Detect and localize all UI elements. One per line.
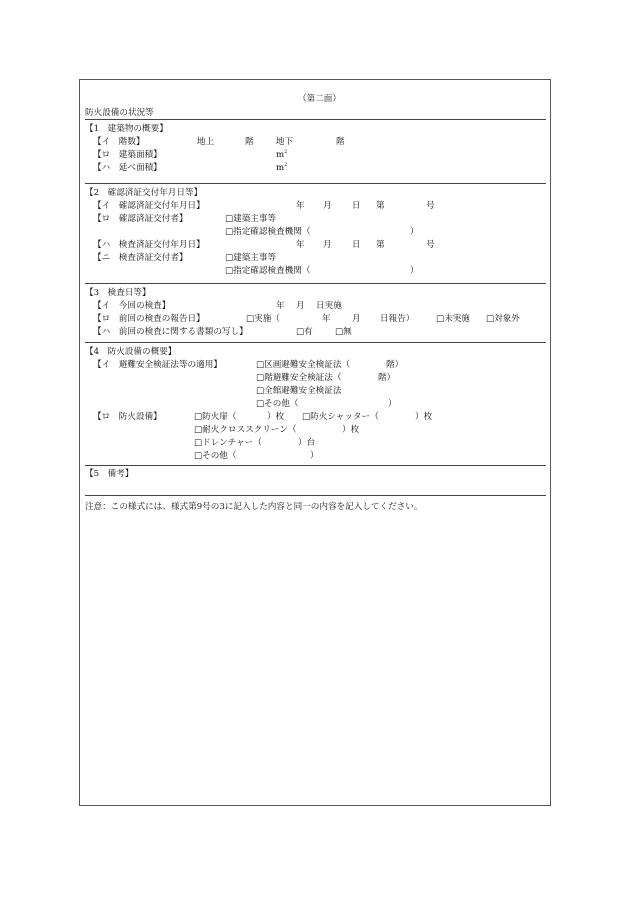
s2-inspect-no: 第: [376, 240, 385, 250]
section-2-heading: 【2 確認済証交付年月日等】: [85, 188, 203, 198]
s2-inspect-date-label: 【ハ 検査済証交付年月日】: [93, 240, 205, 250]
s3-prev-report-exempt[interactable]: □対象外: [486, 314, 520, 324]
s2-inspect-year: 年: [296, 240, 305, 250]
s4-drencher-unit: ）台: [298, 438, 316, 448]
s2-confirm-issuer-official[interactable]: □建築主事等: [225, 214, 277, 224]
s3-prev-docs-yes[interactable]: □有: [296, 327, 313, 337]
s2-confirm-go: 号: [426, 201, 435, 211]
section-5-heading: 【5 備考】: [85, 469, 134, 479]
s2-inspect-issuer-agency[interactable]: □指定確認検査機関（: [225, 266, 311, 276]
s4-evac-floor-close: 階）: [378, 373, 396, 383]
divider: [85, 342, 546, 343]
s1-floor-unit-1: 階: [245, 137, 254, 147]
s4-drencher[interactable]: □ドレンチャー（: [194, 438, 262, 448]
s4-evac-compartment-close: 階）: [386, 360, 404, 370]
s4-evac-other[interactable]: □その他（: [256, 399, 299, 409]
s1-below-ground: 地下: [276, 137, 294, 147]
s4-evacuation-label: 【イ 避難安全検証法等の適用】: [93, 360, 222, 370]
s3-prev-report-label: 【ロ 前回の検査の報告日】: [93, 314, 205, 324]
s3-prev-report-not-done[interactable]: □未実施: [436, 314, 470, 324]
s4-fire-door[interactable]: □防火扉（: [194, 412, 237, 422]
divider: [85, 495, 546, 496]
s3-prev-docs-label: 【ハ 前回の検査に関する書類の写し】: [93, 327, 248, 337]
s3-prev-docs-no[interactable]: □無: [335, 327, 352, 337]
s4-fire-shutter-unit: ）枚: [415, 412, 433, 422]
s2-confirm-no: 第: [376, 201, 385, 211]
s4-other[interactable]: □その他（: [194, 451, 237, 461]
s4-fire-door-unit: ）枚: [267, 412, 285, 422]
s4-evac-whole[interactable]: □全館避難安全検証法: [256, 386, 342, 396]
s4-evac-floor[interactable]: □階避難安全検証法（: [256, 373, 342, 383]
s1-floor-area-unit: $m^2$: [276, 162, 288, 173]
s3-prev-report-done[interactable]: □実施（: [246, 314, 280, 324]
s2-confirm-day: 日: [352, 201, 361, 211]
s4-cross-screen-unit: ）枚: [342, 425, 360, 435]
s2-inspect-issuer-official[interactable]: □建築主事等: [225, 253, 277, 263]
s4-fire-shutter[interactable]: □防火シャッター（: [302, 412, 379, 422]
s1-floors-label: 【イ 階数】: [93, 137, 145, 147]
s4-other-close: ）: [310, 451, 319, 461]
s1-floor-unit-2: 階: [336, 137, 345, 147]
s2-confirm-issuer-close: ）: [410, 227, 419, 237]
s4-cross-screen[interactable]: □耐火クロススクリーン（: [194, 425, 297, 435]
section-1-heading: 【1 建築物の概要】: [85, 124, 168, 134]
s2-inspect-issuer-close: ）: [410, 266, 419, 276]
s3-current-day: 日実施: [316, 301, 342, 311]
s3-current-inspection-label: 【イ 今回の検査】: [93, 301, 171, 311]
s2-inspect-day: 日: [352, 240, 361, 250]
s1-building-area-unit: $m^2$: [276, 149, 288, 160]
s3-current-month: 月: [296, 301, 305, 311]
s1-floor-area-label: 【ハ 延べ面積】: [93, 163, 162, 173]
note-text: 注意：この様式には、様式第9号の3に記入した内容と同一の内容を記入してください。: [85, 502, 423, 512]
s2-inspect-month: 月: [323, 240, 332, 250]
divider: [85, 283, 546, 284]
divider: [85, 183, 546, 184]
s3-prev-report-month: 月: [352, 314, 361, 324]
s2-confirm-month: 月: [323, 201, 332, 211]
s3-prev-report-year: 年: [322, 314, 331, 324]
s2-inspect-issuer-label: 【ニ 検査済証交付者】: [93, 253, 188, 263]
divider: [85, 465, 546, 466]
section-4-heading: 【4 防火設備の概要】: [85, 347, 177, 357]
s2-confirm-issuer-agency[interactable]: □指定確認検査機関（: [225, 227, 311, 237]
s2-confirm-year: 年: [296, 201, 305, 211]
s2-confirm-date-label: 【イ 確認済証交付年月日】: [93, 201, 205, 211]
divider: [85, 119, 546, 120]
form-title: 防火設備の状況等: [85, 108, 154, 118]
s2-inspect-go: 号: [426, 240, 435, 250]
section-3-heading: 【3 検査日等】: [85, 288, 151, 298]
page-label: （第二面）: [298, 94, 341, 104]
s4-evac-other-close: ）: [388, 399, 397, 409]
s1-building-area-label: 【ロ 建築面積】: [93, 150, 162, 160]
s4-evac-compartment[interactable]: □区画避難安全検証法（: [256, 360, 351, 370]
s2-confirm-issuer-label: 【ロ 確認済証交付者】: [93, 214, 188, 224]
form-frame: [79, 79, 551, 806]
s3-current-year: 年: [276, 301, 285, 311]
s3-prev-report-day: 日報告）: [380, 314, 415, 324]
s4-equipment-label: 【ロ 防火設備】: [93, 412, 162, 422]
s1-above-ground: 地上: [197, 137, 215, 147]
